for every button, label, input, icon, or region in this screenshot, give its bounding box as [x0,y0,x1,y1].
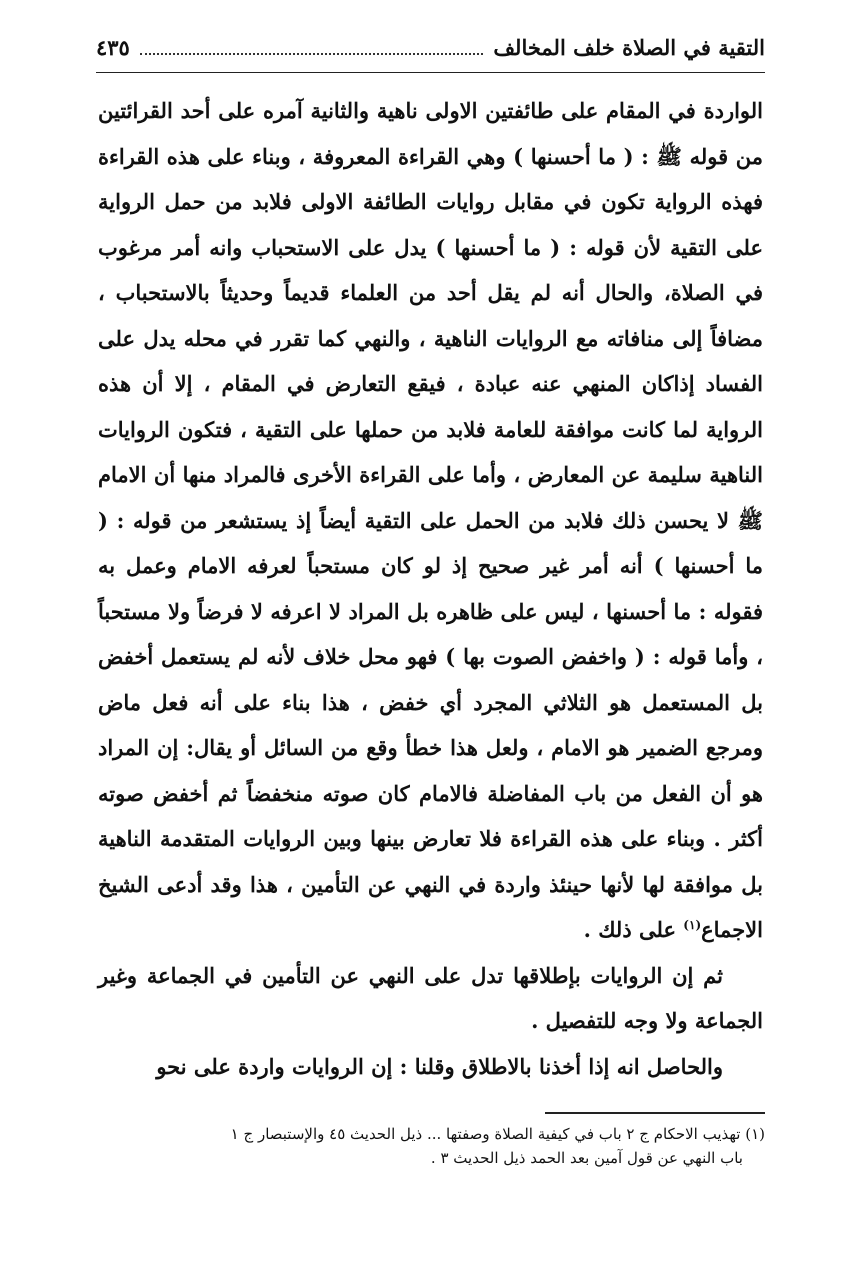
dot-leader [140,39,483,55]
header-rule [96,72,765,73]
page-number: ٤٣٥ [96,34,130,60]
paragraph-1-end: على ذلك . [583,917,684,942]
running-title: التقية في الصلاة خلف المخالف [493,34,765,60]
footnote-line-2: باب النهي عن قول آمين بعد الحمد ذيل الحديث ٣ . [430,1149,743,1167]
paragraph-2: ثم إن الروايات بإطلاقها تدل على النهي عن التأمين في الجماعة وغير الجماعة ولا وجه للتفصيل . [98,962,763,1033]
running-header [96,30,765,64]
paragraph-1 [98,88,763,953]
footnote-separator [545,1112,765,1114]
footnote-line-1: (١) تهذيب الاحكام ج ٢ باب في كيفية الصلاة وصفتها ... ذيل الحديث ٤٥ والإستبصار ج ١ [230,1125,765,1143]
footnote-reference: (١) [683,918,702,932]
paragraph-1-text: الواردة في المقام على طائفتين الاولى ناهية والثانية آمره على أحد القرائتين من قوله ﷺ : ( ما أحسنها ) وهي القراءة المعروفة ، وبناء على هذه القراءة فهذه الرواية تكون في مقابل روايات الطائفة الاولى فلابد من حمل الرواية على التقية لأن قوله : ( ما أحسنها ) يدل على الاستحباب وانه أمر مرغوب في الصلاة، والحال أنه لم يقل أحد من العلماء قديماً وحديثاً بالاستحباب ، مضافاً إلى منافاته مع الروايات الناهية ، والنهي كما تقرر في محله يدل على الفساد إذاكان المنهي عنه عبادة ، فيقع التعارض في المقام ، إلا أن هذه الرواية لما كانت موافقة للعامة فلابد من حملها على التقية ، فتكون الروايات الناهية سليمة عن المعارض ، وأما على القراءة الأخرى فالمراد منها أن الامام ﷺ لا يحسن ذلك فلابد من الحمل على التقية أيضاً إذ يستشعر من قوله : ( ما أحسنها ) أنه أمر غير صحيح إذ لو كان مستحباً لعرفه الامام وعمل به فقوله : ما أحسنها ، ليس على ظاهره بل المراد لا اعرفه لا فرضاً ولا مستحباً ، وأما قوله : ( واخفض الصوت بها ) فهو محل خلاف لأنه لم يستعمل أخفض بل المستعمل هو الثلاثي المجرد أي خفض ، هذا بناء على أنه فعل ماض ومرجع الضمير هو الامام ، ولعل هذا خطأ وقع من السائل أو يقال: إن المراد هو أن الفعل من باب المفاضلة فالامام كان صوته منخفضاً ثم أخفض صوته أكثر . وبناء على هذه القراءة فلا تعارض بينها وبين الروايات المتقدمة الناهية بل موافقة لها لأنها حينئذ واردة في النهي عن التأمين ، هذا وقد أدعى الشيخ الاجماع [98,98,763,942]
main-text [98,88,763,1089]
footnotes [98,1122,765,1170]
paragraph-3: والحاصل انه إذا أخذنا بالاطلاق وقلنا : إن الروايات واردة على نحو [156,1053,723,1079]
